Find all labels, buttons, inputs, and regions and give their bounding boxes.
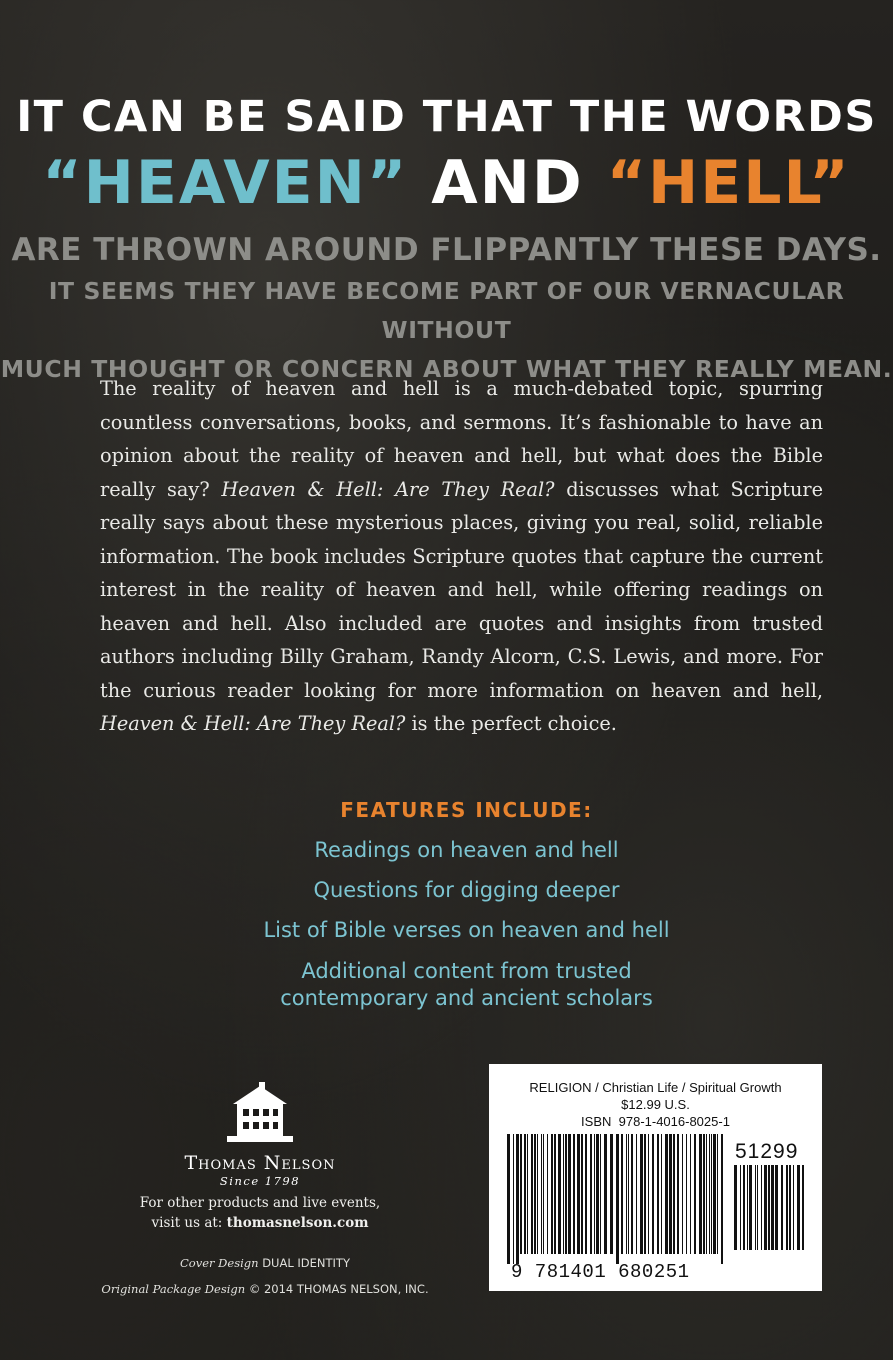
barcode-bar [747,1165,748,1250]
barcode-bar [534,1134,536,1254]
barcode-bar [648,1134,649,1254]
barcode-bar [543,1134,544,1254]
barcode-bar [706,1134,707,1254]
barcode-bar [631,1134,633,1254]
headline-heaven: “HEAVEN” [42,148,409,218]
barcode-bar [761,1165,762,1250]
barcode-bar [711,1134,712,1254]
feature-item: contemporary and ancient scholars [280,986,653,1010]
barcode-bar [524,1134,526,1254]
barcode-bar [802,1165,804,1250]
description-part-1: The reality of heaven and hell is a much-debated topic, spurring countless conversations, books, and sermons. It’s fashionable to have an opinion about the reality of heaven and hell, but what does the Bible really say? [100,377,823,501]
barcode-bar [554,1134,556,1254]
headline-hell: “HELL” [606,148,851,218]
barcode-bar [568,1134,571,1254]
cover-design-credit [95,1250,435,1276]
barcode-bar [585,1134,587,1254]
barcode-bar [565,1134,567,1254]
design-credits [95,1250,435,1302]
barcode-bar [755,1165,756,1250]
barcode-bar [734,1165,737,1250]
barcode-bar [531,1134,533,1254]
barcode-bar [513,1134,514,1264]
barcode-bar [527,1134,528,1254]
barcode-bar [793,1165,794,1250]
barcode-bar [665,1134,668,1254]
barcode-bar [644,1134,646,1254]
barcode-bar [581,1134,583,1254]
barcode-bar [764,1165,767,1250]
barcode-bar [789,1165,791,1250]
barcode-bar [699,1134,702,1254]
headline-line-4a: IT SEEMS THEY HAVE BECOME PART OF OUR VERNACULAR WITHOUT [48,277,845,344]
price-barcode [732,1165,812,1260]
barcode-bar [541,1134,542,1254]
barcode-bar [590,1134,592,1254]
isbn-number: 978-1-4016-8025-1 [618,1114,730,1129]
visit-info [100,1193,420,1233]
barcode-bar [596,1134,599,1254]
barcode-bar [551,1134,553,1254]
barcode-bar [771,1165,774,1250]
isbn-barcode [505,1134,725,1264]
book-description [100,372,823,741]
publisher-since: Since 1798 [219,1174,301,1188]
website-link[interactable]: thomasnelson.com [226,1215,369,1231]
barcode-bar [703,1134,705,1254]
barcode-isbn-line [489,1114,822,1129]
headline-line-3: ARE THROWN AROUND FLIPPANTLY THESE DAYS. [11,232,882,268]
barcode-bar [547,1134,548,1254]
barcode-digits: 9 781401 680251 [511,1261,690,1283]
barcode-bar [636,1134,637,1254]
description-part-2: discusses what Scripture really says about these mysterious places, giving you real, solid, reliable information. The book includes Scripture quotes that capture the current interest in the reality of heaven and hell, while offering readings on heaven and hell. Also included are quotes and insights from trusted authors including Billy Graham, Randy Alcorn, C.S. Lewis, and more. For the curious reader looking for more information on heaven and hell, [100,477,824,702]
barcode-bar [594,1134,595,1254]
headline-line-4b: MUCH THOUGHT OR CONCERN ABOUT WHAT THEY REALLY MEAN. [0,355,893,383]
barcode-bar [694,1134,696,1254]
barcode-bar [709,1134,710,1254]
house-icon [225,1080,295,1146]
barcode-bar [640,1134,643,1254]
barcode-bar [563,1134,564,1254]
barcode-bar [621,1134,623,1254]
features-heading: FEATURES INCLUDE: [340,798,593,822]
barcode-bar [749,1165,752,1250]
cover-design-value: DUAL IDENTITY [262,1256,350,1270]
barcode-bar [600,1134,601,1254]
barcode-bar [781,1165,783,1250]
barcode-bar [682,1134,683,1254]
barcode-bar [686,1134,687,1254]
publisher-name: Thomas Nelson [184,1152,336,1174]
feature-item: List of Bible verses on heaven and hell [263,918,670,942]
headline-line-2 [0,148,893,218]
barcode-bar [577,1134,580,1254]
barcode-bar [616,1134,619,1264]
barcode-bar [657,1134,659,1254]
barcode-bar [520,1134,522,1254]
barcode-bar [558,1134,561,1254]
barcode-bar [786,1165,788,1250]
book-title-reference: Heaven & Hell: Are They Real? [221,477,555,501]
feature-item: Additional content from trusted [301,959,632,983]
barcode-bar [604,1134,607,1254]
barcode-bar [740,1165,741,1250]
publisher-logo [140,1080,380,1188]
barcode-bar [516,1134,519,1264]
barcode-bar [677,1134,679,1254]
barcode-bar [775,1165,778,1250]
barcode-category: RELIGION / Christian Life / Spiritual Growth [529,1080,782,1095]
barcode-bar [628,1134,629,1254]
barcode-bar [673,1134,675,1254]
barcode-bar [537,1134,538,1254]
barcode-bar [768,1165,770,1250]
package-design-credit [95,1276,435,1302]
package-design-label: Original Package Design [101,1282,246,1296]
visit-prefix: visit us at: [151,1215,227,1231]
description-part-3: is the perfect choice. [405,712,617,735]
barcode-bar [661,1134,662,1254]
barcode-price-code: 51299 [735,1140,799,1163]
barcode-bar [669,1134,672,1254]
barcode-bar [610,1134,613,1254]
barcode-bar [797,1165,800,1250]
headline-line-1: IT CAN BE SAID THAT THE WORDS [16,92,877,142]
barcode-bar [573,1134,575,1254]
barcode-price: $12.99 U.S. [621,1097,690,1112]
barcode-bar [626,1134,627,1254]
barcode-bar [713,1134,716,1254]
barcode-bar [507,1134,510,1264]
headline-and: AND [431,148,584,218]
feature-item: Readings on heaven and hell [314,838,619,862]
barcode-bar [652,1134,654,1254]
cover-design-label: Cover Design [179,1256,259,1270]
visit-line-2 [100,1213,420,1233]
package-design-value: © 2014 THOMAS NELSON, INC. [248,1282,429,1296]
barcode-bar [721,1134,723,1264]
barcode-label [489,1064,822,1291]
barcode-bar [743,1165,745,1250]
book-title-reference: Heaven & Hell: Are They Real? [100,712,406,735]
barcode-bar [757,1165,758,1250]
isbn-label: ISBN [581,1114,612,1129]
barcode-bar [717,1134,718,1254]
feature-item: Questions for digging deeper [313,878,620,902]
visit-line-1: For other products and live events, [139,1195,381,1211]
barcode-bar [690,1134,691,1254]
